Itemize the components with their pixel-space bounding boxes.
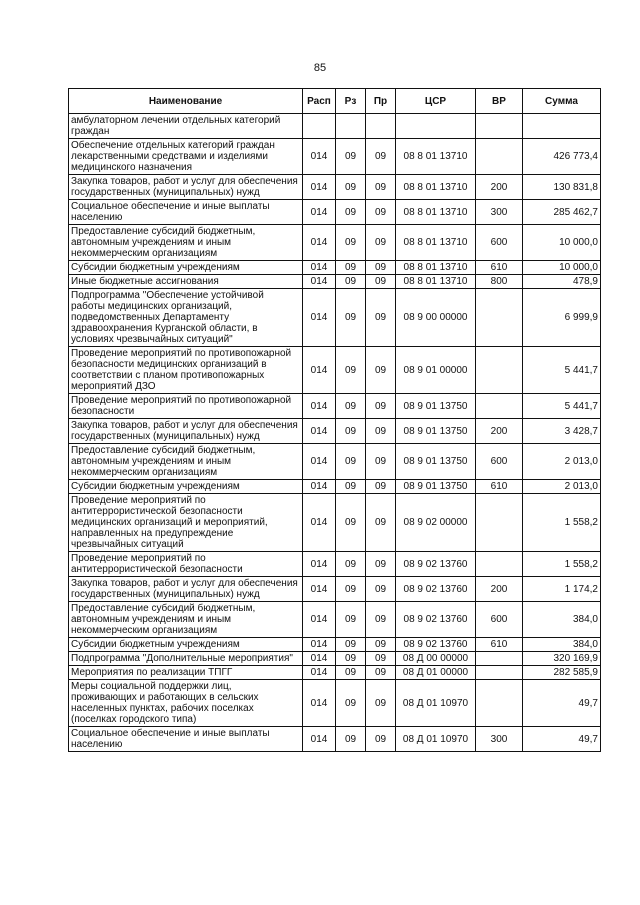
row-pr: 09 [366, 139, 396, 175]
table-row [69, 175, 601, 200]
row-sum: 1 558,2 [523, 494, 601, 552]
table-row [69, 666, 601, 680]
row-csr: 08 8 01 13710 [396, 139, 476, 175]
row-name: Проведение мероприятий по противопожарной безопасности [69, 394, 303, 419]
row-pr: 09 [366, 652, 396, 666]
row-vr: 600 [476, 444, 523, 480]
row-rz: 09 [336, 347, 366, 394]
budget-table [68, 88, 601, 752]
row-csr: 08 9 01 00000 [396, 347, 476, 394]
row-pr: 09 [366, 577, 396, 602]
table-row [69, 225, 601, 261]
table-row [69, 638, 601, 652]
row-sum: 5 441,7 [523, 347, 601, 394]
row-vr: 300 [476, 727, 523, 752]
row-rasp: 014 [303, 175, 336, 200]
row-rz: 09 [336, 139, 366, 175]
table-row [69, 602, 601, 638]
row-name: Предоставление субсидий бюджетным, автономным учреждениям и иным некоммерческим организациям [69, 602, 303, 638]
row-csr: 08 8 01 13710 [396, 175, 476, 200]
row-vr [476, 289, 523, 347]
table-row [69, 494, 601, 552]
row-rz: 09 [336, 666, 366, 680]
row-rz: 09 [336, 552, 366, 577]
row-vr [476, 652, 523, 666]
row-csr [396, 114, 476, 139]
row-csr: 08 9 00 00000 [396, 289, 476, 347]
row-rasp: 014 [303, 552, 336, 577]
row-name: Закупка товаров, работ и услуг для обеспечения государственных (муниципальных) нужд [69, 577, 303, 602]
row-sum: 282 585,9 [523, 666, 601, 680]
row-csr: 08 9 01 13750 [396, 480, 476, 494]
row-rasp: 014 [303, 480, 336, 494]
row-pr: 09 [366, 638, 396, 652]
row-pr: 09 [366, 175, 396, 200]
row-pr: 09 [366, 261, 396, 275]
row-csr: 08 8 01 13710 [396, 275, 476, 289]
row-name: Закупка товаров, работ и услуг для обеспечения государственных (муниципальных) нужд [69, 175, 303, 200]
row-sum: 478,9 [523, 275, 601, 289]
row-name: Мероприятия по реализации ТПГГ [69, 666, 303, 680]
row-rz: 09 [336, 577, 366, 602]
row-rasp: 014 [303, 652, 336, 666]
row-vr: 200 [476, 175, 523, 200]
row-pr: 09 [366, 494, 396, 552]
row-vr [476, 666, 523, 680]
header-sum: Сумма [523, 89, 601, 114]
row-rasp [303, 114, 336, 139]
row-csr: 08 8 01 13710 [396, 261, 476, 275]
row-rz: 09 [336, 261, 366, 275]
table-row [69, 680, 601, 727]
row-csr: 08 9 02 13760 [396, 602, 476, 638]
row-sum: 2 013,0 [523, 444, 601, 480]
row-rz: 09 [336, 638, 366, 652]
table-row [69, 419, 601, 444]
row-sum: 1 174,2 [523, 577, 601, 602]
row-sum: 49,7 [523, 727, 601, 752]
row-vr [476, 552, 523, 577]
row-rasp: 014 [303, 494, 336, 552]
row-pr: 09 [366, 444, 396, 480]
row-pr [366, 114, 396, 139]
row-name: Социальное обеспечение и иные выплаты населению [69, 727, 303, 752]
row-rasp: 014 [303, 727, 336, 752]
row-rasp: 014 [303, 275, 336, 289]
table-row [69, 114, 601, 139]
row-rasp: 014 [303, 680, 336, 727]
row-vr: 610 [476, 261, 523, 275]
row-pr: 09 [366, 289, 396, 347]
row-pr: 09 [366, 480, 396, 494]
row-rasp: 014 [303, 261, 336, 275]
row-pr: 09 [366, 680, 396, 727]
row-name: Обеспечение отдельных категорий граждан лекарственными средствами и изделиями медицинского назначения [69, 139, 303, 175]
row-name: Иные бюджетные ассигнования [69, 275, 303, 289]
row-rz: 09 [336, 494, 366, 552]
row-sum: 2 013,0 [523, 480, 601, 494]
row-vr [476, 394, 523, 419]
row-rasp: 014 [303, 225, 336, 261]
row-csr: 08 9 01 13750 [396, 394, 476, 419]
row-name: Субсидии бюджетным учреждениям [69, 480, 303, 494]
row-sum: 130 831,8 [523, 175, 601, 200]
row-name: амбулаторном лечении отдельных категорий граждан [69, 114, 303, 139]
row-pr: 09 [366, 225, 396, 261]
row-vr: 300 [476, 200, 523, 225]
row-rasp: 014 [303, 200, 336, 225]
row-pr: 09 [366, 275, 396, 289]
row-rz: 09 [336, 289, 366, 347]
header-vr: ВР [476, 89, 523, 114]
row-vr: 600 [476, 602, 523, 638]
row-rasp: 014 [303, 666, 336, 680]
row-rasp: 014 [303, 139, 336, 175]
row-name: Меры социальной поддержки лиц, проживающих и работающих в сельских населенных пунктах, рабочих поселках (поселках городского типа) [69, 680, 303, 727]
row-pr: 09 [366, 727, 396, 752]
row-vr [476, 347, 523, 394]
row-vr [476, 680, 523, 727]
row-vr: 610 [476, 480, 523, 494]
row-pr: 09 [366, 666, 396, 680]
row-rz: 09 [336, 602, 366, 638]
page-number: 85 [313, 62, 327, 74]
row-csr: 08 9 01 13750 [396, 419, 476, 444]
row-name: Закупка товаров, работ и услуг для обеспечения государственных (муниципальных) нужд [69, 419, 303, 444]
row-csr: 08 9 01 13750 [396, 444, 476, 480]
row-sum [523, 114, 601, 139]
row-csr: 08 9 02 13760 [396, 577, 476, 602]
row-rasp: 014 [303, 577, 336, 602]
header-name: Наименование [69, 89, 303, 114]
row-pr: 09 [366, 347, 396, 394]
row-name: Предоставление субсидий бюджетным, автономным учреждениям и иным некоммерческим организациям [69, 444, 303, 480]
row-rasp: 014 [303, 419, 336, 444]
table-row [69, 394, 601, 419]
header-csr: ЦСР [396, 89, 476, 114]
row-sum: 10 000,0 [523, 225, 601, 261]
row-name: Социальное обеспечение и иные выплаты населению [69, 200, 303, 225]
table-row [69, 347, 601, 394]
row-rasp: 014 [303, 602, 336, 638]
row-csr: 08 Д 00 00000 [396, 652, 476, 666]
row-rz [336, 114, 366, 139]
row-rz: 09 [336, 652, 366, 666]
row-rasp: 014 [303, 394, 336, 419]
row-rz: 09 [336, 200, 366, 225]
row-sum: 1 558,2 [523, 552, 601, 577]
row-pr: 09 [366, 419, 396, 444]
table-row [69, 289, 601, 347]
table-header-row [69, 89, 601, 114]
row-name: Проведение мероприятий по антитеррористической безопасности [69, 552, 303, 577]
row-pr: 09 [366, 200, 396, 225]
row-csr: 08 8 01 13710 [396, 225, 476, 261]
row-rz: 09 [336, 680, 366, 727]
row-rasp: 014 [303, 638, 336, 652]
table-row [69, 200, 601, 225]
row-rz: 09 [336, 394, 366, 419]
row-rz: 09 [336, 727, 366, 752]
row-vr [476, 494, 523, 552]
row-rasp: 014 [303, 289, 336, 347]
row-vr [476, 139, 523, 175]
row-name: Проведение мероприятий по противопожарной безопасности медицинских организаций в соответствии с планом противопожарных мероприятий ДЗО [69, 347, 303, 394]
row-vr: 800 [476, 275, 523, 289]
table-row [69, 275, 601, 289]
table-row [69, 480, 601, 494]
row-rz: 09 [336, 275, 366, 289]
row-sum: 320 169,9 [523, 652, 601, 666]
row-rz: 09 [336, 225, 366, 261]
row-sum: 426 773,4 [523, 139, 601, 175]
table-row [69, 139, 601, 175]
row-csr: 08 9 02 00000 [396, 494, 476, 552]
table-row [69, 577, 601, 602]
row-vr: 600 [476, 225, 523, 261]
row-sum: 384,0 [523, 638, 601, 652]
table-row [69, 727, 601, 752]
row-vr: 610 [476, 638, 523, 652]
table-row [69, 652, 601, 666]
row-name: Подпрограмма "Дополнительные мероприятия" [69, 652, 303, 666]
row-pr: 09 [366, 602, 396, 638]
row-csr: 08 Д 01 10970 [396, 680, 476, 727]
row-vr: 200 [476, 577, 523, 602]
row-rz: 09 [336, 175, 366, 200]
row-csr: 08 8 01 13710 [396, 200, 476, 225]
row-rasp: 014 [303, 444, 336, 480]
row-pr: 09 [366, 394, 396, 419]
row-csr: 08 Д 01 10970 [396, 727, 476, 752]
row-sum: 10 000,0 [523, 261, 601, 275]
header-rz: Рз [336, 89, 366, 114]
row-rz: 09 [336, 480, 366, 494]
table-row [69, 552, 601, 577]
row-sum: 285 462,7 [523, 200, 601, 225]
row-rz: 09 [336, 419, 366, 444]
row-vr: 200 [476, 419, 523, 444]
row-vr [476, 114, 523, 139]
table-row [69, 261, 601, 275]
row-name: Предоставление субсидий бюджетным, автономным учреждениям и иным некоммерческим организациям [69, 225, 303, 261]
row-name: Субсидии бюджетным учреждениям [69, 261, 303, 275]
row-sum: 5 441,7 [523, 394, 601, 419]
row-name: Подпрограмма "Обеспечение устойчивой работы медицинских организаций, подведомственных Департаменту здравоохранения Курганской области, в условиях чрезвычайных ситуаций" [69, 289, 303, 347]
row-csr: 08 Д 01 00000 [396, 666, 476, 680]
row-sum: 6 999,9 [523, 289, 601, 347]
header-rasp: Расп [303, 89, 336, 114]
row-sum: 384,0 [523, 602, 601, 638]
row-sum: 49,7 [523, 680, 601, 727]
row-name: Проведение мероприятий по антитеррористической безопасности медицинских организаций и мероприятий, направленных на предупреждение чрезвычайных ситуаций [69, 494, 303, 552]
row-csr: 08 9 02 13760 [396, 552, 476, 577]
row-csr: 08 9 02 13760 [396, 638, 476, 652]
row-pr: 09 [366, 552, 396, 577]
row-name: Субсидии бюджетным учреждениям [69, 638, 303, 652]
table-row [69, 444, 601, 480]
header-pr: Пр [366, 89, 396, 114]
row-sum: 3 428,7 [523, 419, 601, 444]
row-rasp: 014 [303, 347, 336, 394]
row-rz: 09 [336, 444, 366, 480]
